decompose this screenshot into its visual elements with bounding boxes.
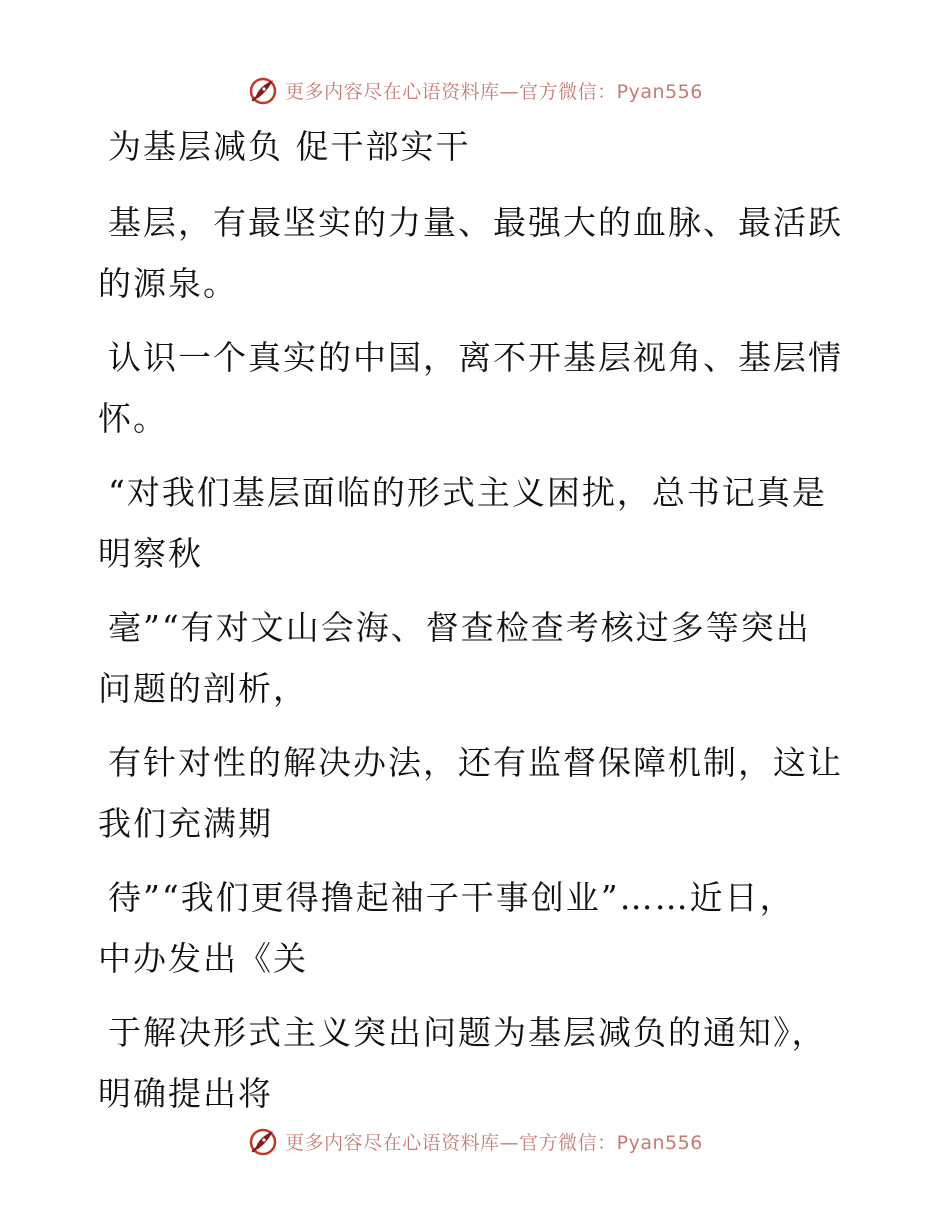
paragraph-line: 问题的剖析， bbox=[98, 669, 308, 708]
header-watermark-content bbox=[247, 74, 703, 106]
paragraph-line: 于解决形式主义突出问题为基层减负的通知》， bbox=[108, 1013, 827, 1052]
paragraph bbox=[98, 192, 843, 314]
header-watermark-text: 更多内容尽在心语资料库—官方微信：Pyan556 bbox=[285, 80, 703, 103]
pen-nib-logo-icon bbox=[247, 1125, 279, 1157]
paragraph bbox=[98, 462, 838, 584]
footer-watermark-banner bbox=[0, 1121, 950, 1161]
paragraph-line: 毫”“有对文山会海、督查检查考核过多等突出 bbox=[108, 608, 811, 647]
document-title: 为基层减负 促干部实干 bbox=[108, 127, 471, 166]
paragraph-line: 怀。 bbox=[98, 399, 168, 438]
paragraph bbox=[98, 597, 838, 719]
paragraph-line: 中办发出《关 bbox=[98, 939, 308, 978]
document-body bbox=[98, 124, 843, 1137]
paragraph-line: 认识一个真实的中国，离不开基层视角、基层情 bbox=[108, 338, 843, 377]
header-watermark-banner bbox=[0, 70, 950, 110]
paragraph-line: 基层，有最坚实的力量、最强大的血脉、最活跃 bbox=[108, 203, 843, 242]
paragraph-line: 的源泉。 bbox=[98, 264, 238, 303]
paragraph bbox=[98, 327, 843, 449]
paragraph-line: 有针对性的解决办法，还有监督保障机制，这让 bbox=[108, 743, 843, 782]
paragraph bbox=[98, 732, 843, 854]
paragraph-line: 明确提出将 bbox=[98, 1074, 273, 1113]
paragraph bbox=[98, 1002, 838, 1124]
footer-watermark-text: 更多内容尽在心语资料库—官方微信：Pyan556 bbox=[285, 1131, 703, 1154]
paragraph-line: “对我们基层面临的形式主义困扰，总书记真是 bbox=[108, 473, 827, 512]
paragraph bbox=[98, 867, 838, 989]
footer-watermark-content bbox=[247, 1125, 703, 1157]
paragraph-line: 我们充满期 bbox=[98, 804, 273, 843]
pen-nib-logo-icon bbox=[247, 74, 279, 106]
paragraph-line: 待”“我们更得撸起袖子干事创业”……近日， bbox=[108, 878, 795, 917]
paragraph-line: 明察秋 bbox=[98, 534, 203, 573]
